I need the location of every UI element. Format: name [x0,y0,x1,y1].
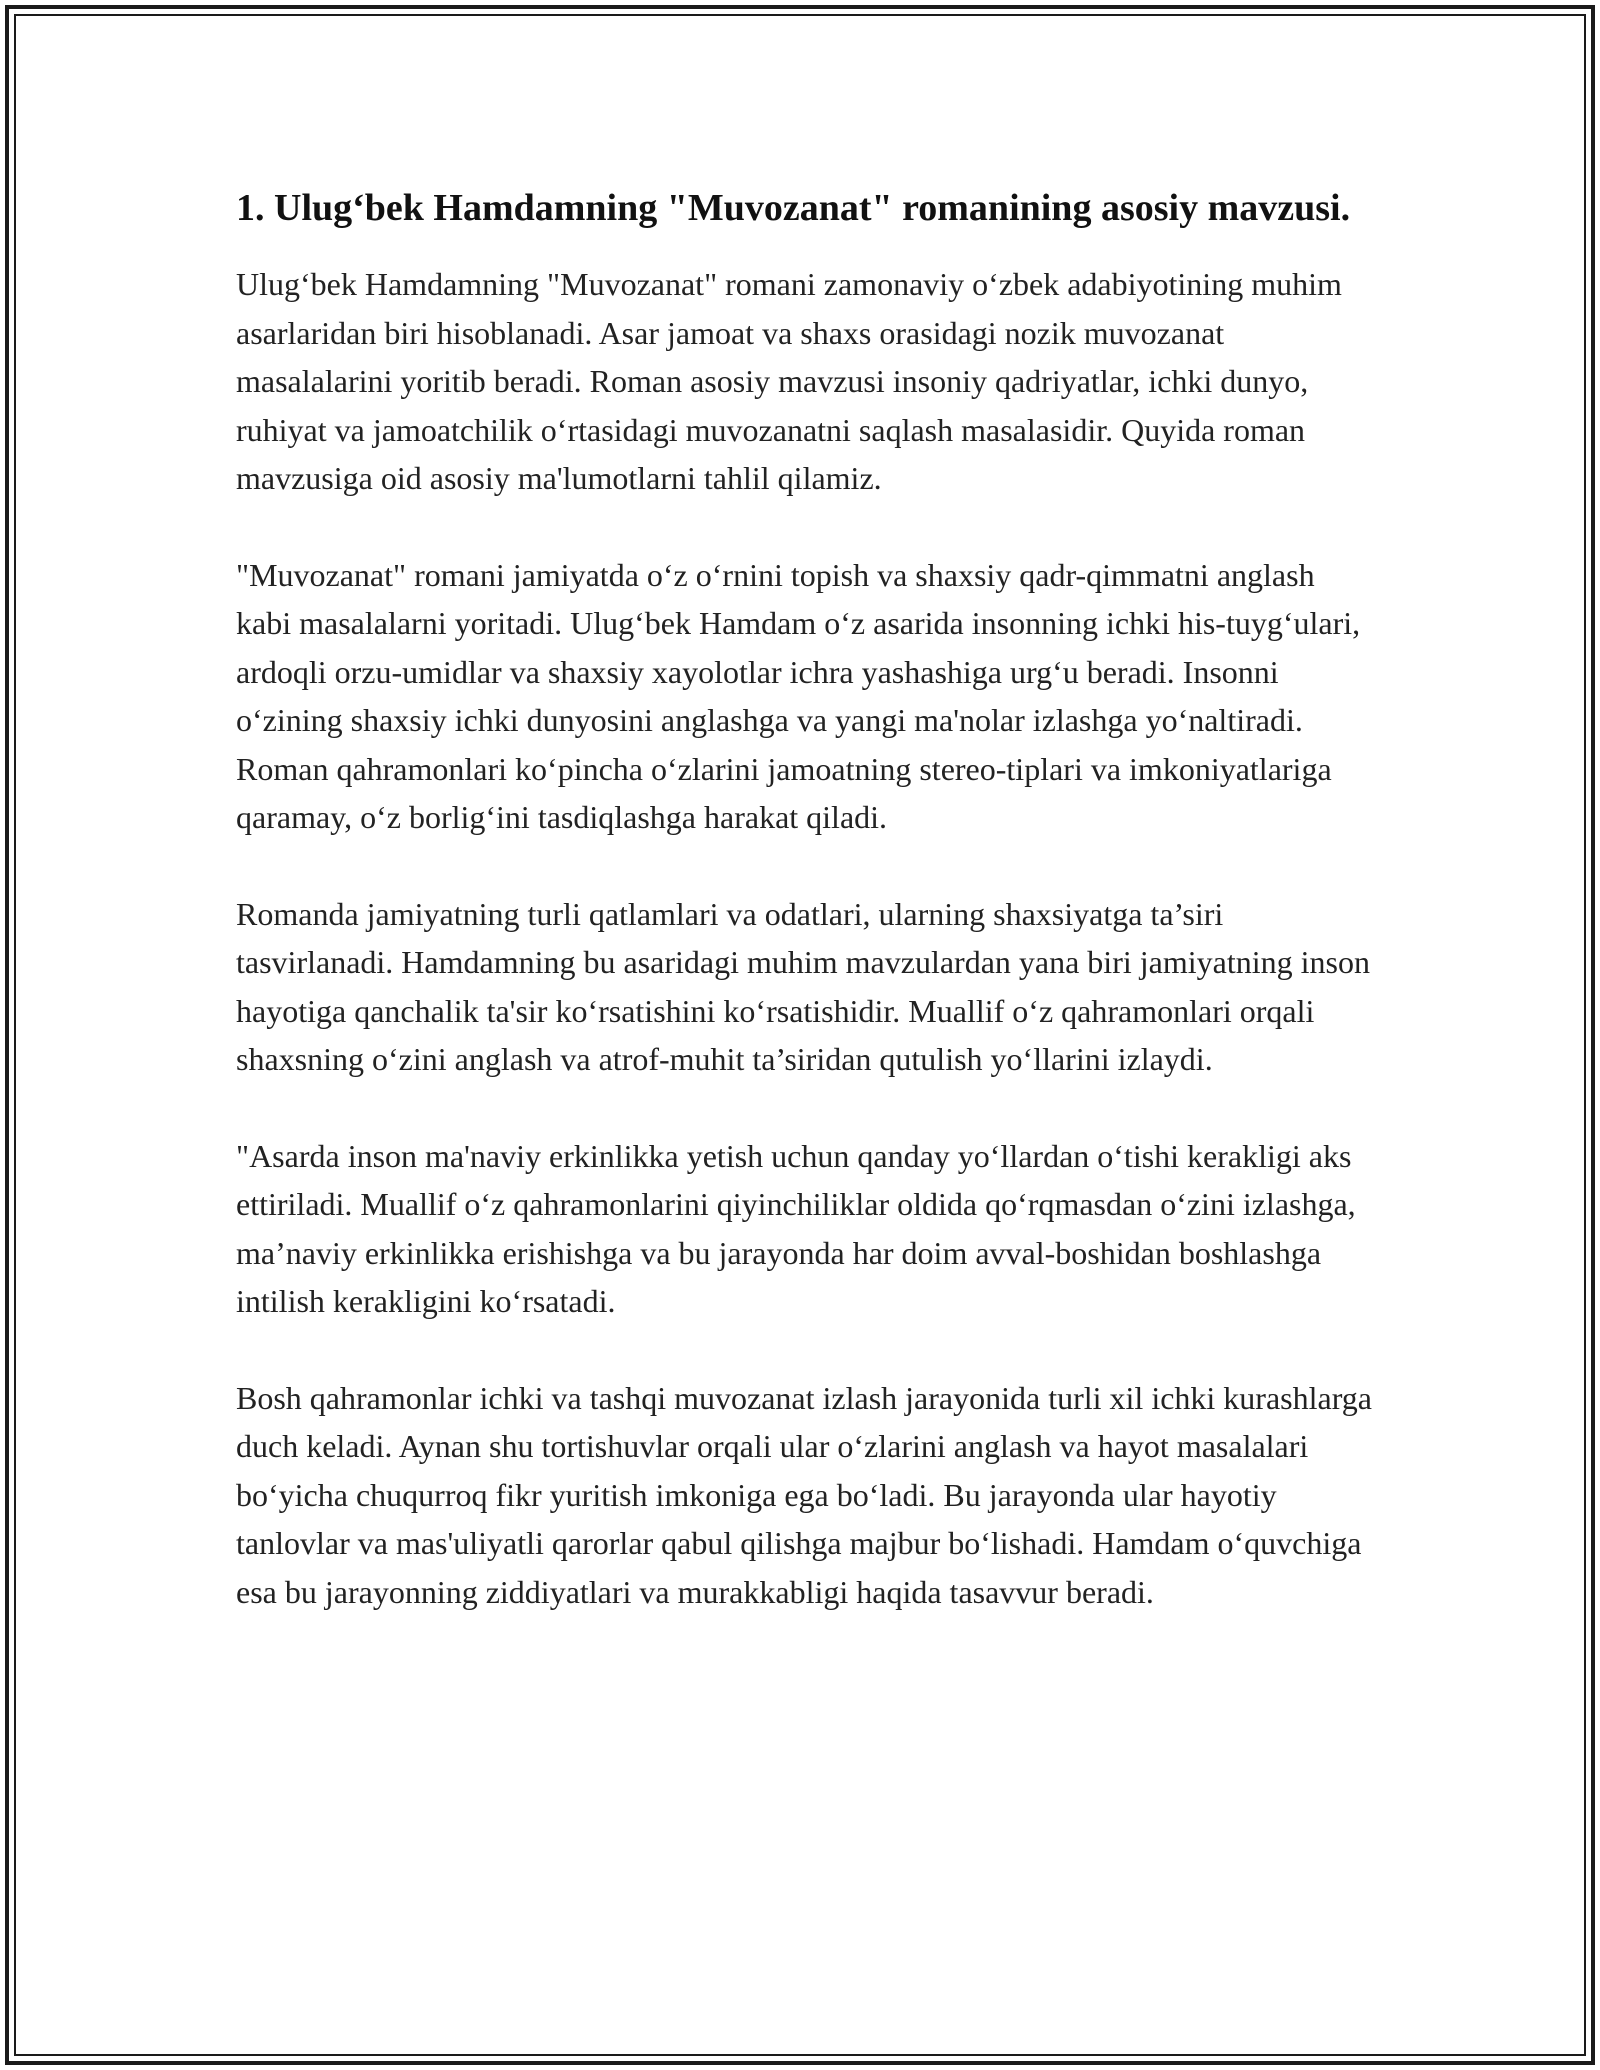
paragraph-3: Romanda jamiyatning turli qatlamlari va odatlari, ularning shaxsiyatga ta’siri tasvirlanadi. Hamdamning bu asaridagi muhim mavzulardan yana biri jamiyatning inson hayotiga qanchalik ta'sir ko‘rsatishini ko‘rsatishidir. Muallif o‘z qahramonlari orqali shaxsning o‘zini anglash va atrof-muhit ta’siridan qutulish yo‘llarini izlaydi. [236,895,1370,1077]
paragraph-5: Bosh qahramonlar ichki va tashqi muvozanat izlash jarayonida turli xil ichki kurashlarga duch keladi. Aynan shu tortishuvlar orqali ular o‘zlarini anglash va hayot masalalari bo‘yicha chuqurroq fikr yuritish imkoniga ega bo‘ladi. Bu jarayonda ular hayotiy tanlovlar va mas'uliyatli qarorlar qabul qilishga majbur bo‘lishadi. Hamdam o‘quvchiga esa bu jarayonning ziddiyatlari va murakkabligi haqida tasavvur beradi. [236,1379,1372,1610]
section-heading: 1. Ulug‘bek Hamdamning "Muvozanat" romanining asosiy mavzusi. [236,187,1351,229]
paragraph-1: Ulug‘bek Hamdamning "Muvozanat" romani zamonaviy o‘zbek adabiyotining muhim asarlaridan biri hisoblanadi. Asar jamoat va shaxs orasidagi nozik muvozanat masalalarini yoritib beradi. Roman asosiy mavzusi insoniy qadriyatlar, ichki dunyo, ruhiyat va jamoatchilik o‘rtasidagi muvozanatni saqlash masalasidir. Quyida roman mavzusiga oid asosiy ma'lumotlarni tahlil qilamiz. [236,266,1342,496]
paragraph-2: "Muvozanat" romani jamiyatda o‘z o‘rnini topish va shaxsiy qadr-qimmatni anglash kabi masalalarni yoritadi. Ulug‘bek Hamdam o‘z asarida insonning ichki his-tuyg‘ulari, ardoqli orzu-umidlar va shaxsiy xayolotlar ichra yashashiga urg‘u beradi. Insonni o‘zining shaxsiy ichki dunyosini anglashga va yangi ma'nolar izlashga yo‘naltiradi. Roman qahramonlari ko‘pincha o‘zlarini jamoatning stereo-tiplari va imkoniyatlariga qaramay, o‘z borlig‘ini tasdiqlashga harakat qiladi. [236,556,1361,835]
paragraph-4: "Asarda inson ma'naviy erkinlikka yetish uchun qanday yo‘llardan o‘tishi kerakligi aks ettiriladi. Muallif o‘z qahramonlarini qiyinchiliklar oldida qo‘rqmasdan o‘zini izlashga, ma’naviy erkinlikka erishishga va bu jarayonda har doim avval-boshidan boshlashga intilish kerakligini ko‘rsatadi. [236,1137,1356,1319]
document-body [236,182,1376,1664]
